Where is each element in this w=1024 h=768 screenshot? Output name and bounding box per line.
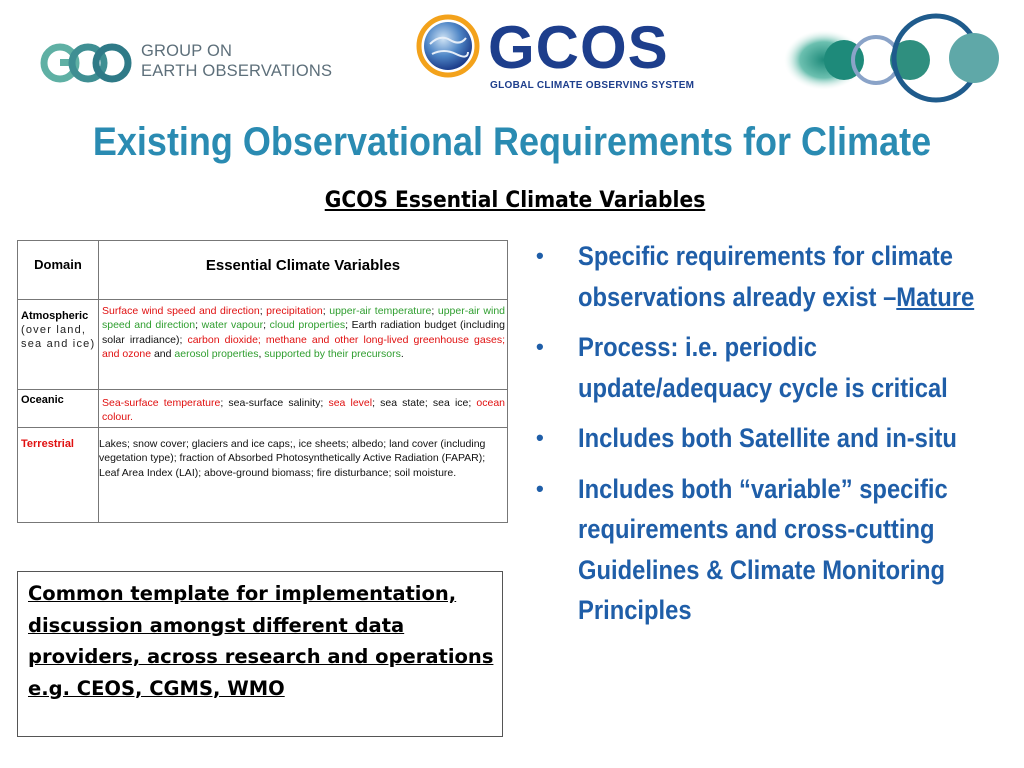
geo-logo-line1: GROUP ON: [141, 42, 233, 60]
ecv-oceanic: [99, 390, 508, 428]
ecv-separator: ;: [263, 319, 270, 332]
geo-logo: [40, 40, 333, 86]
list-item: [536, 327, 1016, 408]
ecv-item: sea level: [328, 397, 373, 409]
ecv-item: Surface wind speed and direction: [102, 305, 260, 317]
list-item: [536, 418, 1016, 459]
ecv-item: supported by their precursors: [264, 348, 401, 361]
bullet-text: Process: i.e. periodic update/adequacy cycle is critical: [578, 332, 948, 403]
domain-name: Atmospheric: [21, 310, 89, 322]
ecv-separator: ;: [320, 397, 329, 409]
ecv-item: and ozone: [102, 348, 152, 361]
common-template-note: Common template for implementation, discussion amongst different data providers, across research and operations e.g. CEOS, CGMS, WMO: [17, 571, 503, 737]
domain-subtext: (over land, sea and ice): [21, 324, 96, 350]
ecv-item: precipitation: [266, 305, 323, 317]
ecv-item: sea-surface salinity: [228, 397, 321, 409]
ecv-item: Sea-surface temperature: [102, 397, 221, 409]
ecv-separator: ;: [220, 397, 229, 409]
ecv-separator: ;: [179, 333, 188, 346]
ecv-separator: ;: [195, 319, 202, 332]
mature-label: Mature: [896, 281, 975, 312]
geo-logo-line2: EARTH OBSERVATIONS: [141, 62, 333, 80]
ecv-atmospheric: [99, 300, 508, 390]
domain-terrestrial: [18, 427, 99, 522]
ecv-separator: ;: [257, 333, 266, 346]
ecv-separator: ;: [259, 305, 267, 317]
header-domain: Domain: [18, 241, 99, 300]
table-row-terrestrial: [18, 427, 508, 522]
bullet-marker: •: [536, 334, 544, 359]
ecv-item: Lakes; snow cover; glaciers and ice caps;, ice sheets; albedo; land cover (including vegetation type); fraction of Absorbed Photosynthetically Active Radiation (FAPAR); Leaf Area Index (LAI); above-ground biomass; fire disturbance; soil moisture.: [99, 437, 486, 479]
ecv-separator: ;: [431, 305, 438, 317]
bullet-text: Specific requirements for climate observations already exist –: [578, 241, 954, 312]
domain-atmospheric: [18, 300, 99, 390]
ecv-separator: ;: [468, 397, 477, 409]
bullet-marker: •: [536, 475, 544, 501]
gcos-logo: [416, 14, 706, 94]
gcos-wordmark: GCOS: [488, 14, 669, 81]
table-row-atmospheric: [18, 300, 508, 390]
globe-icon: [416, 14, 480, 78]
bullet-text: Includes both Satellite and in-situ: [578, 423, 957, 453]
bullet-marker: •: [536, 243, 544, 268]
ecv-terrestrial: [99, 427, 508, 522]
ecv-separator: ;: [345, 319, 352, 332]
list-item: [536, 236, 1016, 317]
domain-oceanic: [18, 390, 99, 428]
slide-title: Existing Observational Requirements for Climate: [92, 120, 932, 164]
bullet-text: Includes both “variable” specific requirements and cross-cutting Guidelines & Climate Monitoring Principles: [578, 473, 948, 625]
ecv-item: ocean colour.: [102, 397, 506, 424]
ecv-separator: .: [400, 348, 404, 361]
geo-logo-mark-icon: [40, 42, 132, 84]
domain-name: Oceanic: [21, 394, 64, 406]
ecv-item: Earth radiation budget (including solar irradiance): [102, 319, 505, 346]
slide-subtitle: GCOS Essential Climate Variables: [324, 188, 706, 213]
ecv-item: sea state; sea ice: [380, 397, 469, 409]
ecv-separator: ;: [322, 305, 330, 317]
gcos-subtitle: GLOBAL CLIMATE OBSERVING SYSTEM: [490, 80, 695, 91]
ecv-item: aerosol properties: [174, 348, 259, 361]
ecv-separator: and: [151, 348, 175, 361]
rings-logo-icon: [776, 10, 1006, 106]
ecv-item: upper-air temperature: [329, 305, 432, 317]
list-item: [536, 469, 1016, 631]
header-ecv: Essential Climate Variables: [99, 241, 508, 300]
domain-name: Terrestrial: [21, 437, 74, 450]
ecv-table: [17, 240, 508, 523]
ecv-separator: ;: [502, 333, 505, 346]
ecv-separator: ;: [372, 397, 381, 409]
bullet-list: [536, 236, 1016, 641]
table-row-oceanic: [18, 390, 508, 428]
ecv-item: cloud properties: [269, 319, 346, 332]
ecv-item: carbon dioxide: [187, 333, 258, 346]
ecv-item: upper-air wind speed and direction: [102, 305, 505, 332]
ecv-separator: ,: [258, 348, 265, 361]
ecv-item: methane and other long-lived greenhouse gases: [265, 333, 503, 346]
ecv-item: water vapour: [201, 319, 264, 332]
bullet-marker: •: [536, 425, 544, 450]
table-header-row: [18, 241, 508, 300]
